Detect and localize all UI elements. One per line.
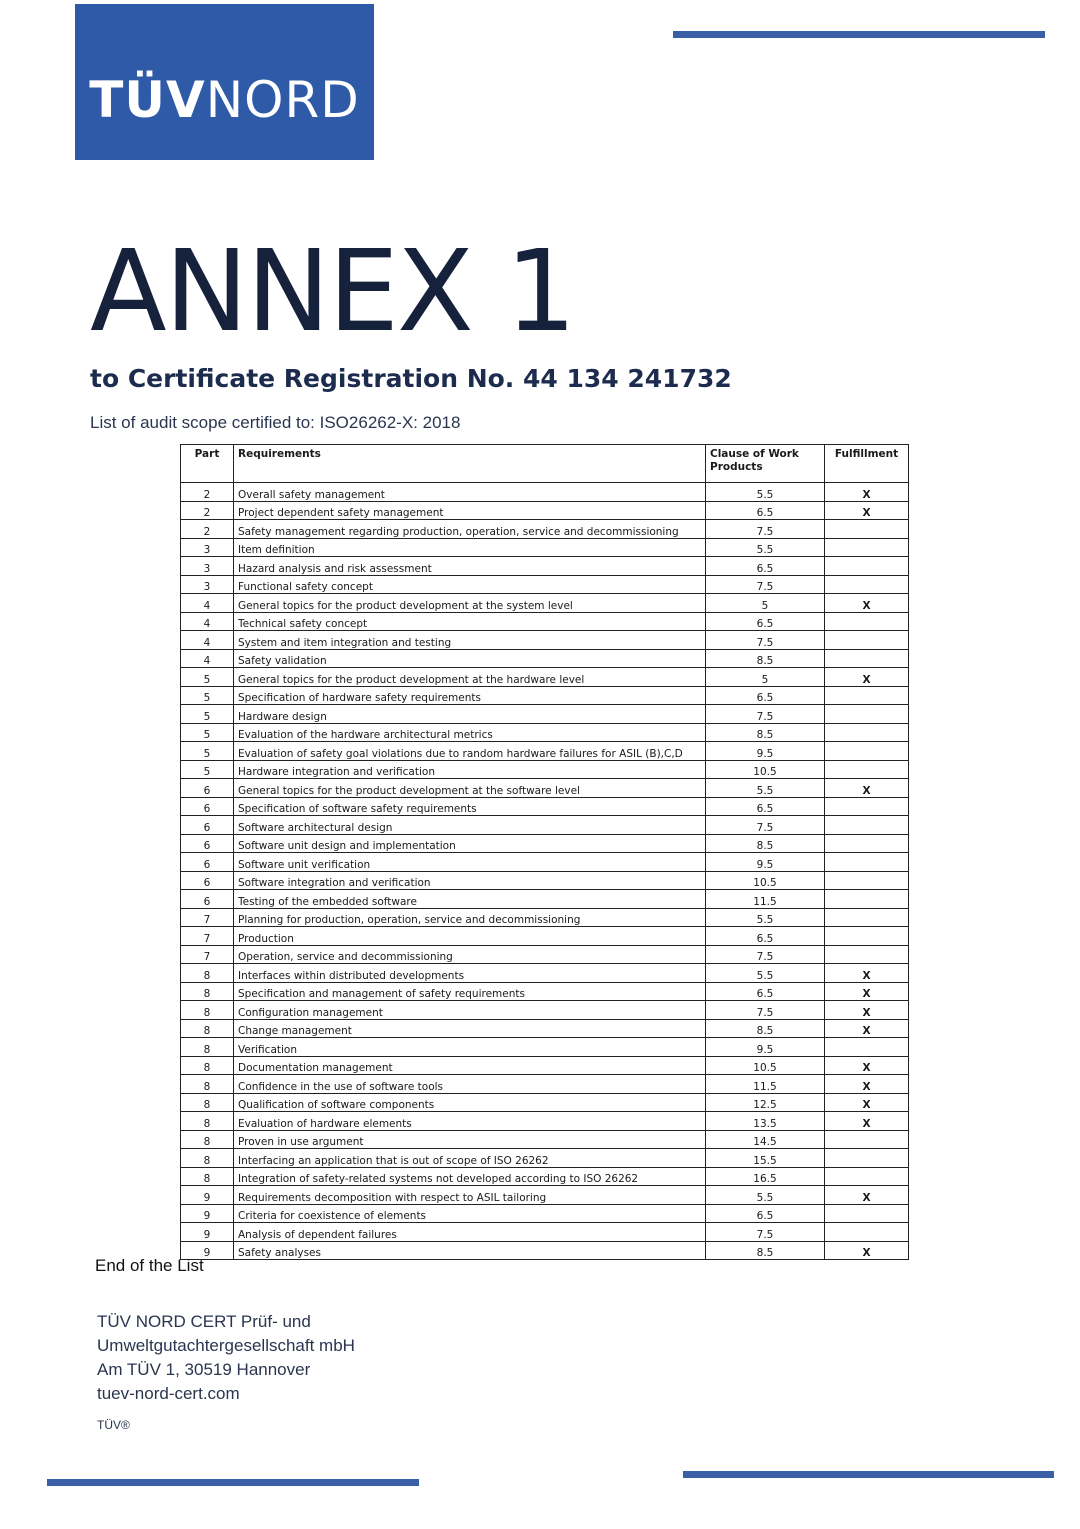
table-row — [181, 668, 909, 687]
audit-scope-table — [180, 444, 909, 1260]
cell-clause: 9.5 — [706, 742, 825, 761]
cell-requirement: Verification — [234, 1038, 706, 1057]
cell-part: 8 — [181, 1149, 234, 1168]
table-row — [181, 686, 909, 705]
table-header-row — [181, 445, 909, 483]
cell-fulfillment: X — [825, 982, 909, 1001]
cell-fulfillment — [825, 853, 909, 872]
cell-requirement: Change management — [234, 1019, 706, 1038]
table-row — [181, 1112, 909, 1131]
cell-fulfillment: X — [825, 779, 909, 798]
cell-clause: 10.5 — [706, 871, 825, 890]
cell-requirement: General topics for the product development at the system level — [234, 594, 706, 613]
cell-part: 6 — [181, 816, 234, 835]
cell-clause: 7.5 — [706, 1223, 825, 1242]
cell-requirement: Software integration and verification — [234, 871, 706, 890]
tuv-trademark: TÜV® — [97, 1418, 130, 1432]
cell-clause: 6.5 — [706, 982, 825, 1001]
cell-part: 6 — [181, 853, 234, 872]
cell-fulfillment: X — [825, 1112, 909, 1131]
cell-fulfillment: X — [825, 1075, 909, 1094]
cell-fulfillment: X — [825, 1056, 909, 1075]
cell-part: 6 — [181, 890, 234, 909]
cell-requirement: Evaluation of hardware elements — [234, 1112, 706, 1131]
cell-clause: 6.5 — [706, 927, 825, 946]
cell-part: 4 — [181, 594, 234, 613]
cell-part: 4 — [181, 612, 234, 631]
cell-requirement: Safety analyses — [234, 1241, 706, 1260]
cell-part: 5 — [181, 668, 234, 687]
table-row — [181, 1223, 909, 1242]
cell-part: 8 — [181, 1056, 234, 1075]
address-website: tuev-nord-cert.com — [97, 1384, 240, 1403]
cell-clause: 5.5 — [706, 964, 825, 983]
table-row — [181, 649, 909, 668]
page-title: ANNEX 1 — [90, 227, 575, 357]
table-row — [181, 557, 909, 576]
cell-clause: 5.5 — [706, 1186, 825, 1205]
cell-clause: 6.5 — [706, 557, 825, 576]
table-row — [181, 1130, 909, 1149]
table-row — [181, 483, 909, 502]
table-row — [181, 705, 909, 724]
cell-fulfillment — [825, 520, 909, 539]
cell-part: 6 — [181, 871, 234, 890]
cell-clause: 9.5 — [706, 853, 825, 872]
cell-part: 3 — [181, 575, 234, 594]
cell-requirement: General topics for the product development at the software level — [234, 779, 706, 798]
cell-part: 8 — [181, 1075, 234, 1094]
cell-requirement: Overall safety management — [234, 483, 706, 502]
cell-fulfillment — [825, 742, 909, 761]
table-row — [181, 723, 909, 742]
logo-text-bold: TÜV — [89, 71, 206, 129]
cell-requirement: Proven in use argument — [234, 1130, 706, 1149]
table-row — [181, 1167, 909, 1186]
cell-clause: 7.5 — [706, 945, 825, 964]
table-row — [181, 594, 909, 613]
issuer-address — [97, 1310, 355, 1406]
cell-clause: 5 — [706, 668, 825, 687]
table-row — [181, 982, 909, 1001]
cell-requirement: Specification of software safety requirements — [234, 797, 706, 816]
cell-clause: 5.5 — [706, 483, 825, 502]
cell-part: 8 — [181, 1001, 234, 1020]
cell-requirement: Safety validation — [234, 649, 706, 668]
cell-clause: 6.5 — [706, 501, 825, 520]
cell-part: 2 — [181, 483, 234, 502]
cell-part: 8 — [181, 1093, 234, 1112]
cell-fulfillment — [825, 1223, 909, 1242]
table-row — [181, 927, 909, 946]
cell-clause: 14.5 — [706, 1130, 825, 1149]
cell-part: 4 — [181, 631, 234, 650]
table-row — [181, 742, 909, 761]
cell-part: 6 — [181, 779, 234, 798]
tuv-nord-logo — [75, 4, 374, 160]
cell-part: 9 — [181, 1204, 234, 1223]
table-row — [181, 1149, 909, 1168]
cell-fulfillment — [825, 686, 909, 705]
cell-part: 8 — [181, 1112, 234, 1131]
cell-fulfillment: X — [825, 1241, 909, 1260]
cell-part: 6 — [181, 797, 234, 816]
cell-fulfillment — [825, 1130, 909, 1149]
cell-requirement: Hazard analysis and risk assessment — [234, 557, 706, 576]
cell-fulfillment — [825, 1038, 909, 1057]
cell-fulfillment: X — [825, 964, 909, 983]
cell-clause: 9.5 — [706, 1038, 825, 1057]
header-clause: Clause of Work Products — [706, 445, 825, 483]
cell-part: 9 — [181, 1223, 234, 1242]
cell-fulfillment: X — [825, 1001, 909, 1020]
table-row — [181, 1038, 909, 1057]
cell-requirement: Evaluation of the hardware architectural metrics — [234, 723, 706, 742]
cell-requirement: General topics for the product development at the hardware level — [234, 668, 706, 687]
table-row — [181, 501, 909, 520]
cell-fulfillment — [825, 649, 909, 668]
cell-clause: 8.5 — [706, 1241, 825, 1260]
cell-fulfillment: X — [825, 501, 909, 520]
cell-clause: 11.5 — [706, 890, 825, 909]
header-fulfillment: Fulfillment — [825, 445, 909, 483]
cell-fulfillment — [825, 908, 909, 927]
table-row — [181, 1241, 909, 1260]
cell-clause: 6.5 — [706, 797, 825, 816]
cell-part: 8 — [181, 1019, 234, 1038]
cell-part: 8 — [181, 1167, 234, 1186]
cell-fulfillment — [825, 557, 909, 576]
header-part: Part — [181, 445, 234, 483]
cell-part: 7 — [181, 927, 234, 946]
cell-clause: 7.5 — [706, 575, 825, 594]
cell-clause: 7.5 — [706, 520, 825, 539]
table-row — [181, 890, 909, 909]
table-row — [181, 871, 909, 890]
cell-requirement: Software unit design and implementation — [234, 834, 706, 853]
table-row — [181, 575, 909, 594]
cell-clause: 8.5 — [706, 649, 825, 668]
table-row — [181, 964, 909, 983]
cell-requirement: Specification and management of safety requirements — [234, 982, 706, 1001]
audit-scope-line: List of audit scope certified to: ISO26262-X: 2018 — [90, 413, 461, 432]
cell-requirement: Interfaces within distributed developments — [234, 964, 706, 983]
cell-clause: 16.5 — [706, 1167, 825, 1186]
cell-fulfillment — [825, 575, 909, 594]
cell-requirement: Functional safety concept — [234, 575, 706, 594]
cell-clause: 6.5 — [706, 1204, 825, 1223]
cell-fulfillment — [825, 612, 909, 631]
cell-clause: 15.5 — [706, 1149, 825, 1168]
table-row — [181, 1204, 909, 1223]
cell-requirement: Configuration management — [234, 1001, 706, 1020]
header-requirements: Requirements — [234, 445, 706, 483]
decorative-bar-bottom-right — [683, 1471, 1054, 1478]
cell-part: 7 — [181, 945, 234, 964]
cell-fulfillment — [825, 927, 909, 946]
table-row — [181, 612, 909, 631]
cell-part: 7 — [181, 908, 234, 927]
address-line-1: TÜV NORD CERT Prüf- und — [97, 1312, 311, 1331]
cell-requirement: Documentation management — [234, 1056, 706, 1075]
cell-requirement: Software architectural design — [234, 816, 706, 835]
cell-clause: 11.5 — [706, 1075, 825, 1094]
cell-clause: 12.5 — [706, 1093, 825, 1112]
cell-requirement: Requirements decomposition with respect to ASIL tailoring — [234, 1186, 706, 1205]
cell-fulfillment: X — [825, 668, 909, 687]
cell-requirement: Qualification of software components — [234, 1093, 706, 1112]
cell-clause: 8.5 — [706, 1019, 825, 1038]
table-row — [181, 1001, 909, 1020]
table-row — [181, 779, 909, 798]
cell-part: 9 — [181, 1241, 234, 1260]
cell-requirement: Production — [234, 927, 706, 946]
cell-part: 3 — [181, 538, 234, 557]
cell-part: 9 — [181, 1186, 234, 1205]
cell-fulfillment — [825, 723, 909, 742]
cell-clause: 13.5 — [706, 1112, 825, 1131]
table-row — [181, 1186, 909, 1205]
cell-requirement: Evaluation of safety goal violations due to random hardware failures for ASIL (B),C,D — [234, 742, 706, 761]
table-row — [181, 908, 909, 927]
cell-part: 5 — [181, 686, 234, 705]
decorative-bar-top — [673, 31, 1045, 38]
cell-part: 2 — [181, 501, 234, 520]
cell-clause: 5.5 — [706, 538, 825, 557]
cell-requirement: Criteria for coexistence of elements — [234, 1204, 706, 1223]
cell-clause: 7.5 — [706, 816, 825, 835]
table-row — [181, 1093, 909, 1112]
cell-fulfillment — [825, 1204, 909, 1223]
cell-requirement: Project dependent safety management — [234, 501, 706, 520]
table-row — [181, 945, 909, 964]
cell-fulfillment — [825, 538, 909, 557]
cell-part: 4 — [181, 649, 234, 668]
address-line-3: Am TÜV 1, 30519 Hannover — [97, 1360, 311, 1379]
cell-part: 8 — [181, 1038, 234, 1057]
cell-fulfillment — [825, 1167, 909, 1186]
table-row — [181, 631, 909, 650]
cell-clause: 8.5 — [706, 723, 825, 742]
cell-fulfillment — [825, 834, 909, 853]
cell-clause: 7.5 — [706, 631, 825, 650]
cell-fulfillment: X — [825, 1019, 909, 1038]
cell-requirement: Specification of hardware safety requirements — [234, 686, 706, 705]
table-row — [181, 1019, 909, 1038]
cell-part: 5 — [181, 760, 234, 779]
logo-text-regular: NORD — [205, 71, 360, 129]
cell-fulfillment — [825, 797, 909, 816]
cell-fulfillment — [825, 1149, 909, 1168]
cell-requirement: Interfacing an application that is out of scope of ISO 26262 — [234, 1149, 706, 1168]
cell-fulfillment — [825, 705, 909, 724]
cell-fulfillment — [825, 816, 909, 835]
cell-requirement: Technical safety concept — [234, 612, 706, 631]
table-row — [181, 1075, 909, 1094]
table-row — [181, 1056, 909, 1075]
logo-text — [89, 71, 359, 129]
cell-part: 5 — [181, 723, 234, 742]
table-row — [181, 538, 909, 557]
cell-requirement: Operation, service and decommissioning — [234, 945, 706, 964]
table-row — [181, 834, 909, 853]
table-row — [181, 797, 909, 816]
cell-clause: 5.5 — [706, 908, 825, 927]
cell-clause: 5.5 — [706, 779, 825, 798]
cell-requirement: Hardware design — [234, 705, 706, 724]
cell-fulfillment: X — [825, 594, 909, 613]
cell-fulfillment — [825, 945, 909, 964]
cell-requirement: Confidence in the use of software tools — [234, 1075, 706, 1094]
end-of-list: End of the List — [95, 1256, 204, 1275]
cell-part: 8 — [181, 964, 234, 983]
cell-part: 5 — [181, 742, 234, 761]
cell-clause: 6.5 — [706, 612, 825, 631]
cell-clause: 10.5 — [706, 1056, 825, 1075]
cell-clause: 10.5 — [706, 760, 825, 779]
cell-fulfillment — [825, 871, 909, 890]
cell-fulfillment: X — [825, 1093, 909, 1112]
cell-part: 8 — [181, 1130, 234, 1149]
cell-requirement: Testing of the embedded software — [234, 890, 706, 909]
cell-part: 8 — [181, 982, 234, 1001]
cell-clause: 7.5 — [706, 1001, 825, 1020]
cell-part: 5 — [181, 705, 234, 724]
cell-requirement: Integration of safety-related systems not developed according to ISO 26262 — [234, 1167, 706, 1186]
cell-clause: 8.5 — [706, 834, 825, 853]
cell-fulfillment — [825, 631, 909, 650]
cell-requirement: Planning for production, operation, service and decommissioning — [234, 908, 706, 927]
cell-clause: 6.5 — [706, 686, 825, 705]
table-body — [181, 483, 909, 1260]
decorative-bar-bottom-left — [47, 1479, 419, 1486]
cell-requirement: Item definition — [234, 538, 706, 557]
cell-fulfillment — [825, 760, 909, 779]
table-row — [181, 816, 909, 835]
cell-clause: 5 — [706, 594, 825, 613]
table-row — [181, 520, 909, 539]
table-row — [181, 853, 909, 872]
cell-clause: 7.5 — [706, 705, 825, 724]
cell-requirement: Analysis of dependent failures — [234, 1223, 706, 1242]
address-line-2: Umweltgutachtergesellschaft mbH — [97, 1336, 355, 1355]
cell-part: 6 — [181, 834, 234, 853]
cell-fulfillment: X — [825, 1186, 909, 1205]
cell-part: 2 — [181, 520, 234, 539]
cell-part: 3 — [181, 557, 234, 576]
table-row — [181, 760, 909, 779]
cell-requirement: Software unit verification — [234, 853, 706, 872]
certificate-subtitle: to Certificate Registration No. 44 134 241732 — [90, 364, 732, 393]
cell-fulfillment: X — [825, 483, 909, 502]
cell-fulfillment — [825, 890, 909, 909]
cell-requirement: Hardware integration and verification — [234, 760, 706, 779]
cell-requirement: Safety management regarding production, operation, service and decommissioning — [234, 520, 706, 539]
cell-requirement: System and item integration and testing — [234, 631, 706, 650]
